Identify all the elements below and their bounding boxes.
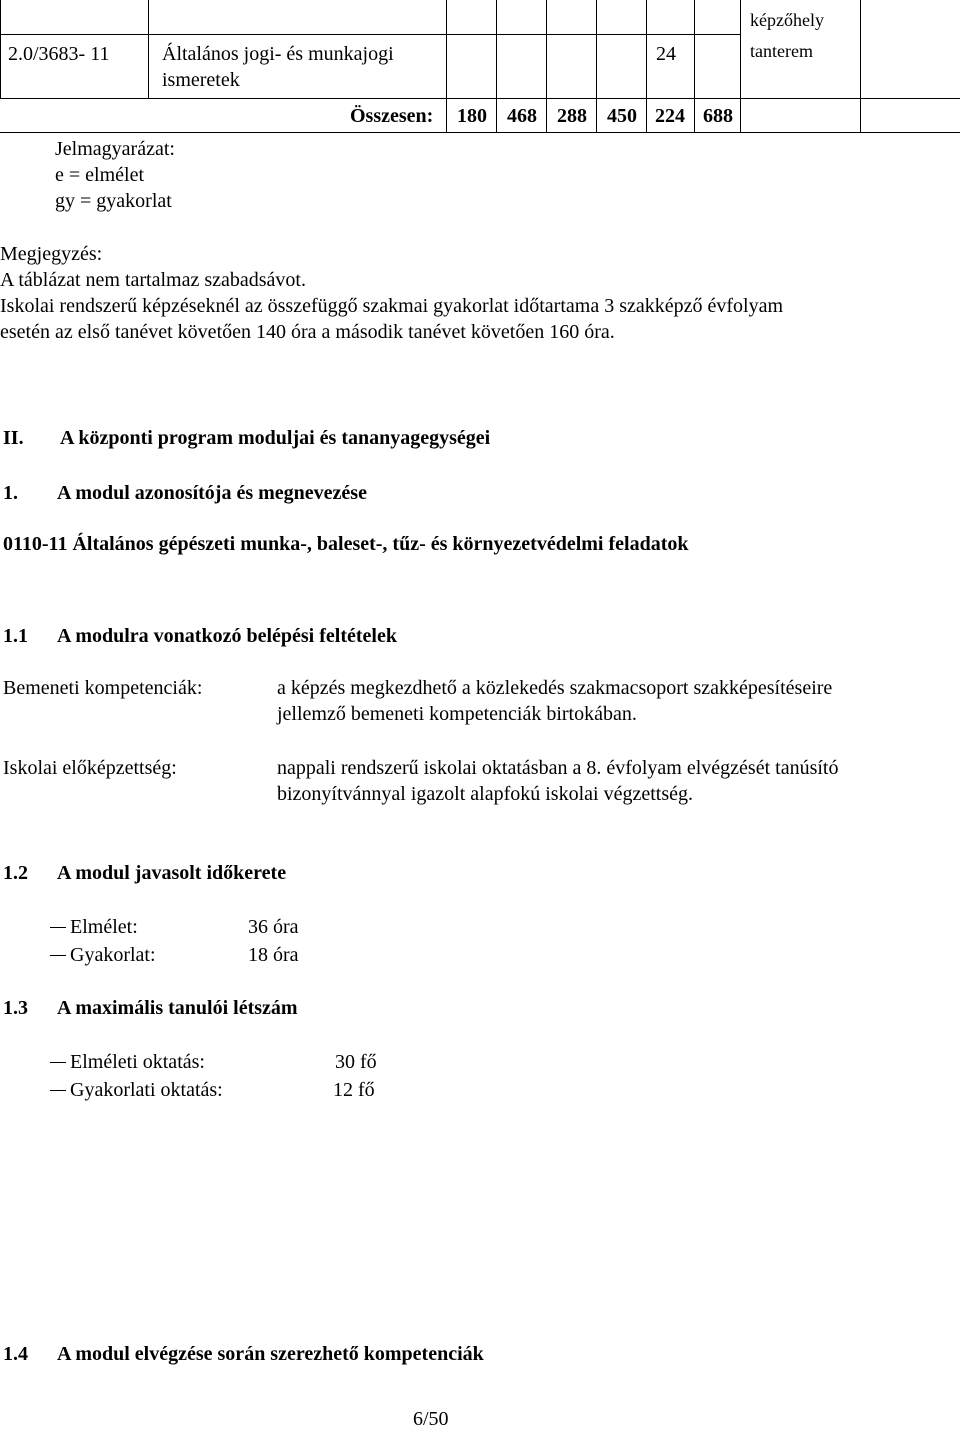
table-rule — [0, 34, 740, 35]
page-number: 6/50 — [413, 1408, 449, 1430]
table-rule — [596, 0, 597, 132]
totals-value: 224 — [655, 105, 685, 127]
timeframe-heading-number: 1.2 — [3, 862, 28, 884]
section-title: A központi program moduljai és tananyagegységei — [60, 427, 491, 449]
prior-education-text: nappali rendszerű iskolai oktatásban a 8. évfolyam elvégzését tanúsító — [277, 757, 839, 779]
input-competences-label: Bemeneti kompetenciák: — [3, 677, 203, 699]
competences-heading-number: 1.4 — [3, 1343, 28, 1365]
headcount-item-label: Elméleti oktatás: — [70, 1051, 205, 1073]
notes-line: A táblázat nem tartalmaz szabadsávot. — [0, 269, 306, 291]
totals-label: Összesen: — [350, 105, 434, 127]
dash-bullet — [50, 927, 66, 929]
module-code-cell: 2.0/3683- 11 — [8, 43, 110, 65]
headcount-item-label: Gyakorlati oktatás: — [70, 1079, 223, 1101]
table-rule — [546, 0, 547, 132]
competences-heading-title: A modul elvégzése során szerezhető kompetenciák — [57, 1343, 484, 1365]
table-rule — [148, 0, 149, 98]
table-rule — [646, 0, 647, 132]
headcount-item-value: 30 fő — [335, 1051, 377, 1073]
legend-title: Jelmagyarázat: — [55, 138, 175, 160]
dash-bullet — [50, 1062, 66, 1064]
input-competences-text: a képzés megkezdhető a közlekedés szakmacsoport szakképesítéseire — [277, 677, 833, 699]
table-rule — [0, 98, 960, 99]
table-rule — [496, 0, 497, 132]
table-rule — [446, 0, 447, 132]
timeframe-item-value: 36 óra — [248, 916, 299, 938]
input-competences-text: jellemző bemeneti kompetenciák birtokában. — [277, 703, 637, 725]
totals-value: 180 — [457, 105, 487, 127]
table-rule — [0, 0, 1, 98]
headcount-heading-title: A maximális tanulói létszám — [57, 997, 298, 1019]
module-name-line2: ismeretek — [162, 69, 240, 91]
entry-heading-number: 1.1 — [3, 625, 28, 647]
section-number: II. — [3, 427, 24, 449]
prior-education-text: bizonyítvánnyal igazolt alapfokú iskolai végzettség. — [277, 783, 693, 805]
place-cell: tanterem — [750, 41, 813, 61]
module-heading-title: A modul azonosítója és megnevezése — [57, 482, 367, 504]
legend-practice: gy = gyakorlat — [55, 190, 172, 212]
timeframe-item-label: Gyakorlat: — [70, 944, 156, 966]
module-name-line1: Általános jogi- és munkajogi — [162, 43, 394, 65]
notes-line: esetén az első tanévet követően 140 óra a második tanévet követően 160 óra. — [0, 321, 615, 343]
totals-value: 288 — [557, 105, 587, 127]
legend-theory: e = elmélet — [55, 164, 145, 186]
headcount-item — [50, 1050, 205, 1074]
totals-value: 688 — [703, 105, 733, 127]
dash-bullet — [50, 955, 66, 957]
timeframe-heading-title: A modul javasolt időkerete — [57, 862, 287, 884]
table-rule — [860, 0, 861, 132]
notes-title: Megjegyzés: — [0, 243, 103, 265]
prior-education-label: Iskolai előképzettség: — [3, 757, 177, 779]
table-rule — [0, 132, 960, 133]
headcount-heading-number: 1.3 — [3, 997, 28, 1019]
place-header-cell: képzőhely — [750, 10, 824, 30]
table-rule — [694, 0, 695, 132]
headcount-item-value: 12 fő — [333, 1079, 375, 1101]
timeframe-item-label: Elmélet: — [70, 916, 138, 938]
table-rule — [740, 0, 741, 132]
dash-bullet — [50, 1090, 66, 1092]
timeframe-item — [50, 943, 156, 967]
module-heading-number: 1. — [3, 482, 18, 504]
hours-cell: 24 — [656, 43, 676, 65]
totals-value: 450 — [607, 105, 637, 127]
timeframe-item — [50, 915, 138, 939]
headcount-item — [50, 1078, 223, 1102]
totals-value: 468 — [507, 105, 537, 127]
timeframe-item-value: 18 óra — [248, 944, 299, 966]
notes-line: Iskolai rendszerű képzéseknél az összefüggő szakmai gyakorlat időtartama 3 szakképző évfolyam — [0, 295, 784, 317]
module-full-name: 0110-11 Általános gépészeti munka-, baleset-, tűz- és környezetvédelmi feladatok — [3, 533, 689, 555]
entry-heading-title: A modulra vonatkozó belépési feltételek — [57, 625, 397, 647]
